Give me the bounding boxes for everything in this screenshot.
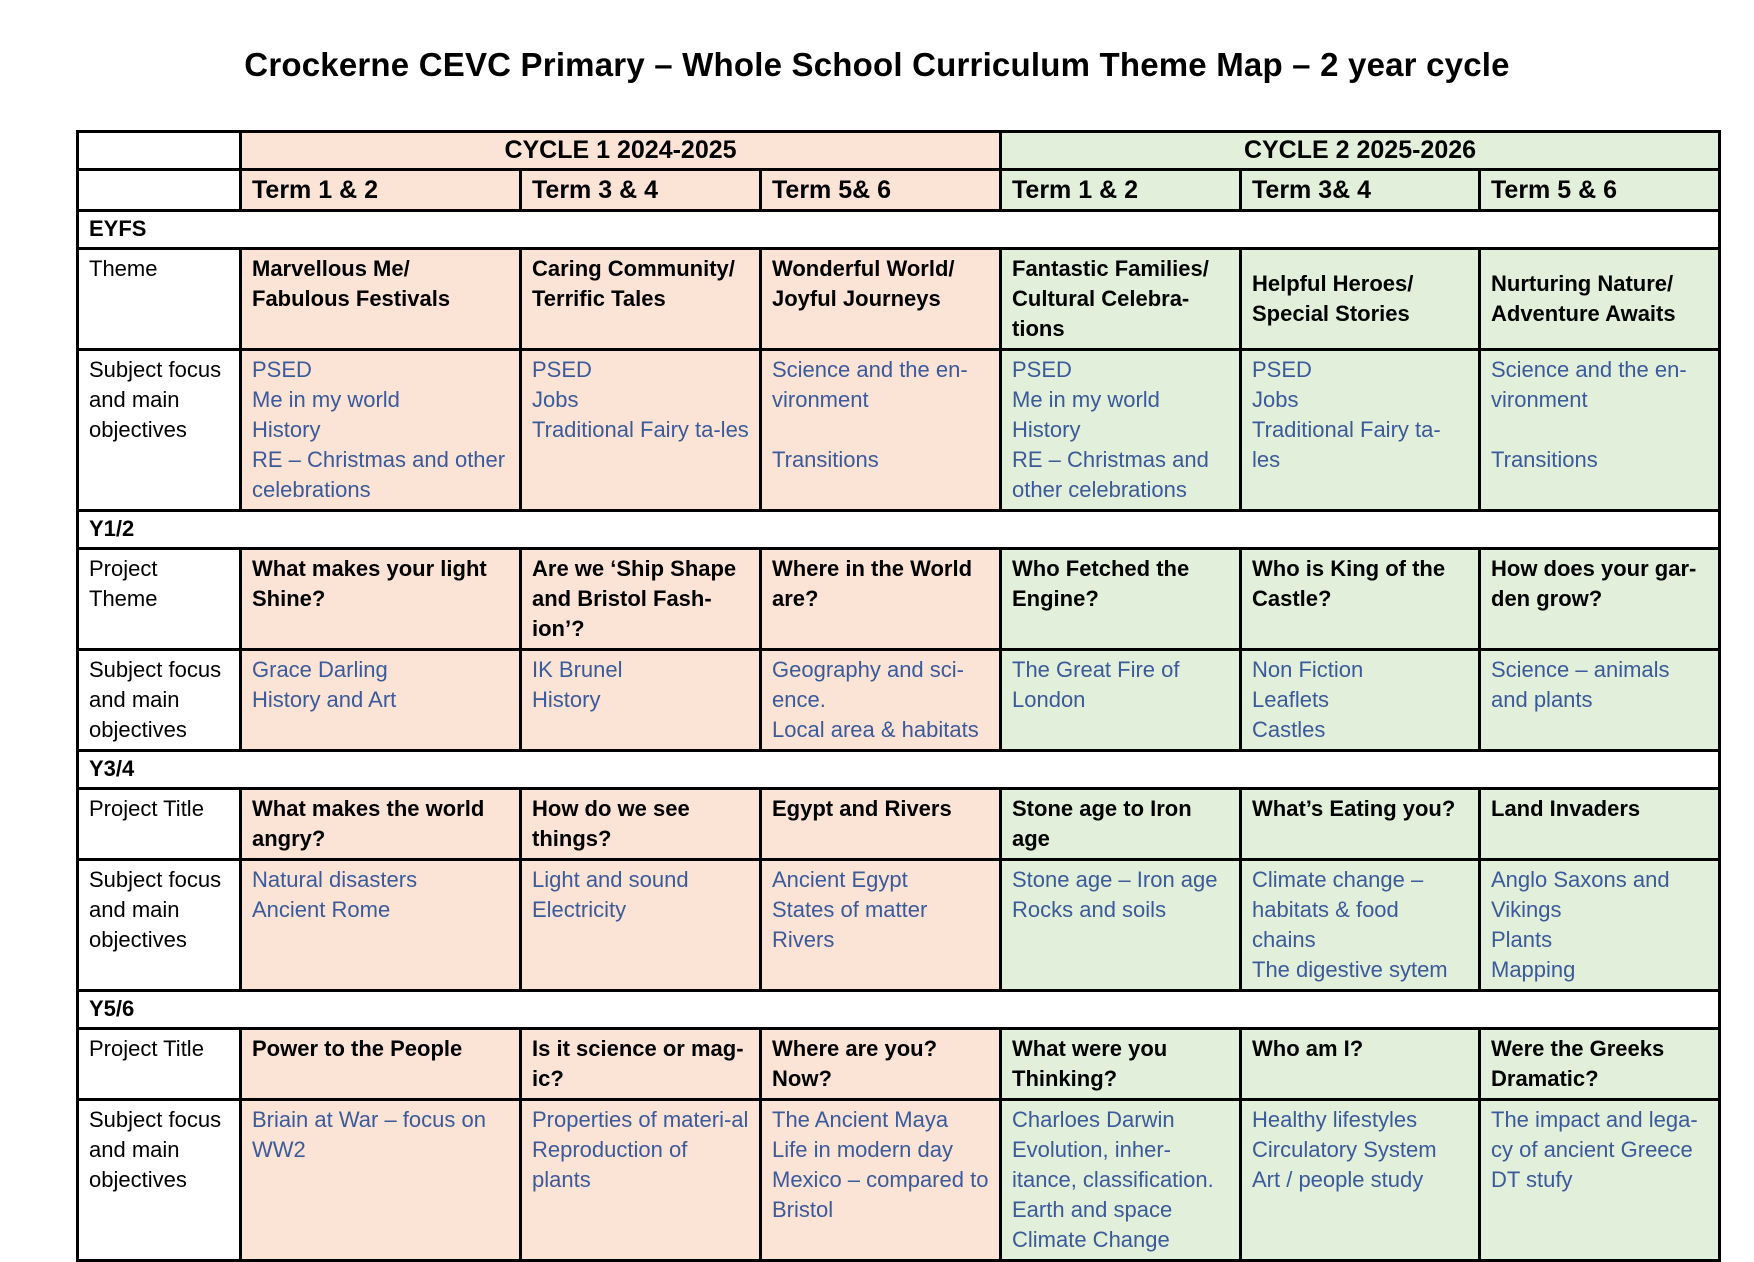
subject-line: Mapping [1491,957,1576,982]
subject-cell [241,860,521,991]
subject-line: Briain at War – focus on WW2 [252,1107,486,1162]
subject-cell [1241,860,1480,991]
subject-line: The Great Fire of London [1012,657,1180,712]
theme-cell: Power to the People [241,1029,521,1100]
subject-cell [1241,650,1480,751]
subject-line: Plants [1491,927,1553,952]
subject-cell [1480,650,1720,751]
theme-cell: Who am I? [1241,1029,1480,1100]
subject-line: Light and sound [532,867,689,892]
theme-cell: Marvellous Me/ Fabulous Festivals [241,249,521,350]
subject-line: Rivers [772,927,835,952]
subject-cell [1480,860,1720,991]
subject-cell [241,1100,521,1261]
row-label: Project Title [78,789,241,860]
cycle-2-header: CYCLE 2 2025-2026 [1001,132,1720,170]
subject-cell [1001,1100,1241,1261]
subject-cell [521,860,761,991]
theme-cell: Nurturing Nature/ Adventure Awaits [1480,249,1720,350]
theme-cell: Were the Greeks Dramatic? [1480,1029,1720,1100]
term-header-row [78,170,1720,211]
section-label: EYFS [78,211,1720,249]
subject-line: Leaflets [1252,687,1330,712]
subject-line: IK Brunel [532,657,623,682]
subject-cell [1001,350,1241,511]
subject-line: RE – Christmas and other celebrations [252,447,506,502]
row-label: Subject focus and main objectives [78,350,241,511]
subject-line: Science and the en-vironment [1491,357,1687,412]
section-row [78,751,1720,789]
subject-line: Transitions [772,447,879,472]
subject-line: PSED [1012,357,1072,382]
subject-line: Castles [1252,717,1326,742]
subject-line: Transitions [1491,447,1598,472]
theme-cell: Who is King of the Castle? [1241,549,1480,650]
theme-cell: What’s Eating you? [1241,789,1480,860]
subject-line: Science – animals and plants [1491,657,1670,712]
page-title: Crockerne CEVC Primary – Whole School Curriculum Theme Map – 2 year cycle [244,46,1510,83]
subject-line: Local area & habitats [772,717,979,742]
curriculum-map-table [76,130,1721,1262]
subject-line: History [532,687,601,712]
theme-cell: Where are you? Now? [761,1029,1001,1100]
theme-cell: Who Fetched the Engine? [1001,549,1241,650]
subject-cell [1480,350,1720,511]
term-header: Term 1 & 2 [241,170,521,211]
subject-line: History [252,417,321,442]
subject-line: PSED [1252,357,1312,382]
subject-line: Evolution, inher-itance, classification. [1012,1137,1214,1192]
cycle-header-row [78,132,1720,170]
theme-row [78,1029,1720,1100]
subject-line: Charloes Darwin [1012,1107,1175,1132]
subject-cell [1241,1100,1480,1261]
theme-cell: Egypt and Rivers [761,789,1001,860]
subject-cell [761,1100,1001,1261]
theme-cell: What were you Thinking? [1001,1029,1241,1100]
subject-line: Art / people study [1252,1167,1424,1192]
subject-line: History and Art [252,687,397,712]
subject-line: Non Fiction [1252,657,1364,682]
section-label: Y5/6 [78,991,1720,1029]
subject-line: Ancient Rome [252,897,391,922]
subject-row [78,650,1720,751]
subject-line: States of matter [772,897,928,922]
subject-line: Traditional Fairy ta-les [1252,417,1441,472]
theme-row [78,789,1720,860]
subject-line: The impact and lega-cy of ancient Greece [1491,1107,1698,1162]
subject-line: Ancient Egypt [772,867,908,892]
cycle-1-header: CYCLE 1 2024-2025 [241,132,1001,170]
term-header: Term 3& 4 [1241,170,1480,211]
subject-line: Jobs [1252,387,1299,412]
subject-row [78,860,1720,991]
subject-cell [1480,1100,1720,1261]
row-label: Subject focus and main objectives [78,650,241,751]
subject-line: RE – Christmas and other celebrations [1012,447,1209,502]
theme-cell: Caring Community/ Terrific Tales [521,249,761,350]
subject-cell [521,1100,761,1261]
subject-line: Earth and space [1012,1197,1173,1222]
theme-cell: Helpful Heroes/ Special Stories [1241,249,1480,350]
subject-line: PSED [252,357,312,382]
subject-line: Climate change – habitats & food chains [1252,867,1424,952]
subject-cell [241,350,521,511]
subject-cell [1001,650,1241,751]
subject-line: Reproduction of plants [532,1137,688,1192]
row-label: Theme [78,249,241,350]
theme-cell: What makes the world angry? [241,789,521,860]
term-header: Term 3 & 4 [521,170,761,211]
subject-line: Me in my world [252,387,400,412]
subject-cell [1001,860,1241,991]
subject-line: Rocks and soils [1012,897,1167,922]
theme-cell: How does your gar-den grow? [1480,549,1720,650]
theme-row [78,549,1720,650]
subject-line: Climate Change [1012,1227,1170,1252]
subject-line: The Ancient Maya [772,1107,949,1132]
subject-cell [761,350,1001,511]
subject-line: Healthy lifestyles [1252,1107,1418,1132]
subject-line [1491,415,1708,445]
subject-line: Jobs [532,387,579,412]
subject-line: DT stufy [1491,1167,1573,1192]
subject-line: Science and the en-vironment [772,357,968,412]
section-row [78,991,1720,1029]
subject-line: Life in modern day Mexico – compared to Bristol [772,1137,989,1222]
subject-line: Natural disasters [252,867,418,892]
row-label: Subject focus and main objectives [78,1100,241,1261]
subject-row [78,1100,1720,1261]
subject-line: Geography and sci-ence. [772,657,964,712]
subject-line: Anglo Saxons and Vikings [1491,867,1670,922]
section-row [78,211,1720,249]
subject-line: Traditional Fairy ta-les [532,417,749,442]
theme-cell: Fantastic Families/ Cultural Celebra-tions [1001,249,1241,350]
corner-cell [78,170,241,211]
term-header: Term 1 & 2 [1001,170,1241,211]
subject-cell [1241,350,1480,511]
row-label: Project Title [78,1029,241,1100]
subject-line: History [1012,417,1081,442]
subject-cell [241,650,521,751]
subject-line: Circulatory System [1252,1137,1437,1162]
section-label: Y3/4 [78,751,1720,789]
theme-cell: What makes your light Shine? [241,549,521,650]
subject-line: Properties of materi-al [532,1107,749,1132]
term-header: Term 5 & 6 [1480,170,1720,211]
subject-cell [761,650,1001,751]
theme-cell: Is it science or mag-ic? [521,1029,761,1100]
row-label: Subject focus and main objectives [78,860,241,991]
corner-cell [78,132,241,170]
theme-cell: Wonderful World/ Joyful Journeys [761,249,1001,350]
theme-cell: How do we see things? [521,789,761,860]
subject-line: Grace Darling [252,657,388,682]
subject-row [78,350,1720,511]
theme-cell: Stone age to Iron age [1001,789,1241,860]
subject-cell [521,350,761,511]
term-header: Term 5& 6 [761,170,1001,211]
theme-cell: Land Invaders [1480,789,1720,860]
subject-line: PSED [532,357,592,382]
subject-line: Stone age – Iron age [1012,867,1218,892]
subject-cell [521,650,761,751]
subject-line: The digestive sytem [1252,957,1448,982]
theme-cell: Where in the World are? [761,549,1001,650]
section-row [78,511,1720,549]
row-label: Project Theme [78,549,241,650]
subject-line [772,415,989,445]
subject-cell [761,860,1001,991]
subject-line: Electricity [532,897,627,922]
section-label: Y1/2 [78,511,1720,549]
theme-row [78,249,1720,350]
subject-line: Me in my world [1012,387,1160,412]
theme-cell: Are we ‘Ship Shape and Bristol Fash-ion’? [521,549,761,650]
